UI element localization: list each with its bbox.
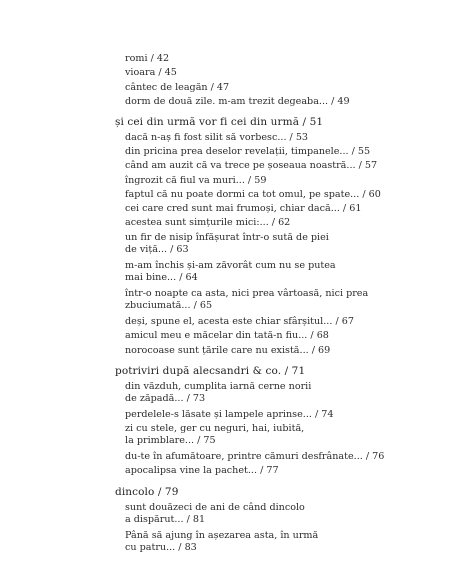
- toc-entry-continued: zbuciumată... / 65: [125, 300, 213, 311]
- section-heading: dincolo / 79: [115, 486, 179, 498]
- toc-entry: dorm de două zile. m-am trezit degeaba... / 49: [125, 96, 350, 107]
- toc-entry-continued: de viță... / 63: [125, 244, 189, 255]
- toc-entry: norocoase sunt țările care nu există... / 69: [125, 345, 331, 356]
- section-heading: potriviri după alecsandri & co. / 71: [115, 365, 306, 377]
- toc-entry: cântec de leagăn / 47: [125, 82, 230, 93]
- toc-entry: vioara / 45: [125, 67, 177, 78]
- toc-entry: perdelele-s lăsate și lampele aprinse... / 74: [125, 409, 334, 420]
- toc-entry: acestea sunt simțurile mici:... / 62: [125, 217, 291, 228]
- toc-entry-continued: a dispărut... / 81: [125, 514, 206, 525]
- toc-entry: apocalipsa vine la pachet... / 77: [125, 465, 279, 476]
- toc-entry: deși, spune el, acesta este chiar sfârșitul... / 67: [125, 316, 354, 327]
- toc-entry: din pricina prea deselor revelații, timpanele... / 55: [125, 146, 371, 157]
- toc-entry: Până să ajung în așezarea asta, în urmă: [125, 530, 319, 541]
- toc-entry: du-te în afumătoare, printre cămuri desfrânate... / 76: [125, 451, 385, 462]
- section-heading: și cei din urmă vor fi cei din urmă / 51: [115, 116, 324, 128]
- toc-entry: amicul meu e măcelar din tată-n fiu... / 68: [125, 330, 329, 341]
- toc-entry: într-o noapte ca asta, nici prea vârtoasă, nici prea: [125, 288, 369, 299]
- toc-entry: m-am închis și-am zăvorât cum nu se putea: [125, 260, 336, 271]
- toc-entry: un fir de nisip înfășurat într-o sută de piei: [125, 232, 329, 243]
- toc-entry: când am auzit că va trece pe șoseaua noastră... / 57: [125, 160, 378, 171]
- toc-entry-continued: la primblare... / 75: [125, 435, 216, 446]
- toc-entry: cei care cred sunt mai frumoși, chiar dacă... / 61: [125, 203, 362, 214]
- toc-entry: îngrozit că fiul va muri... / 59: [125, 175, 267, 186]
- toc-entry: din văzduh, cumplita iarnă cerne norii: [125, 381, 312, 392]
- toc-entry: sunt douăzeci de ani de când dincolo: [125, 502, 305, 513]
- toc-entry: romi / 42: [125, 53, 170, 64]
- toc-entry-continued: mai bine... / 64: [125, 272, 198, 283]
- toc-entry-continued: cu patru... / 83: [125, 542, 197, 553]
- toc-entry: dacă n-aș fi fost silit să vorbesc... / 53: [125, 132, 309, 143]
- toc-entry: faptul că nu poate dormi ca tot omul, pe spate... / 60: [125, 189, 381, 200]
- toc-entry-continued: de zăpadă... / 73: [125, 393, 206, 404]
- toc-entry: zi cu stele, ger cu neguri, hai, iubită,: [125, 423, 305, 434]
